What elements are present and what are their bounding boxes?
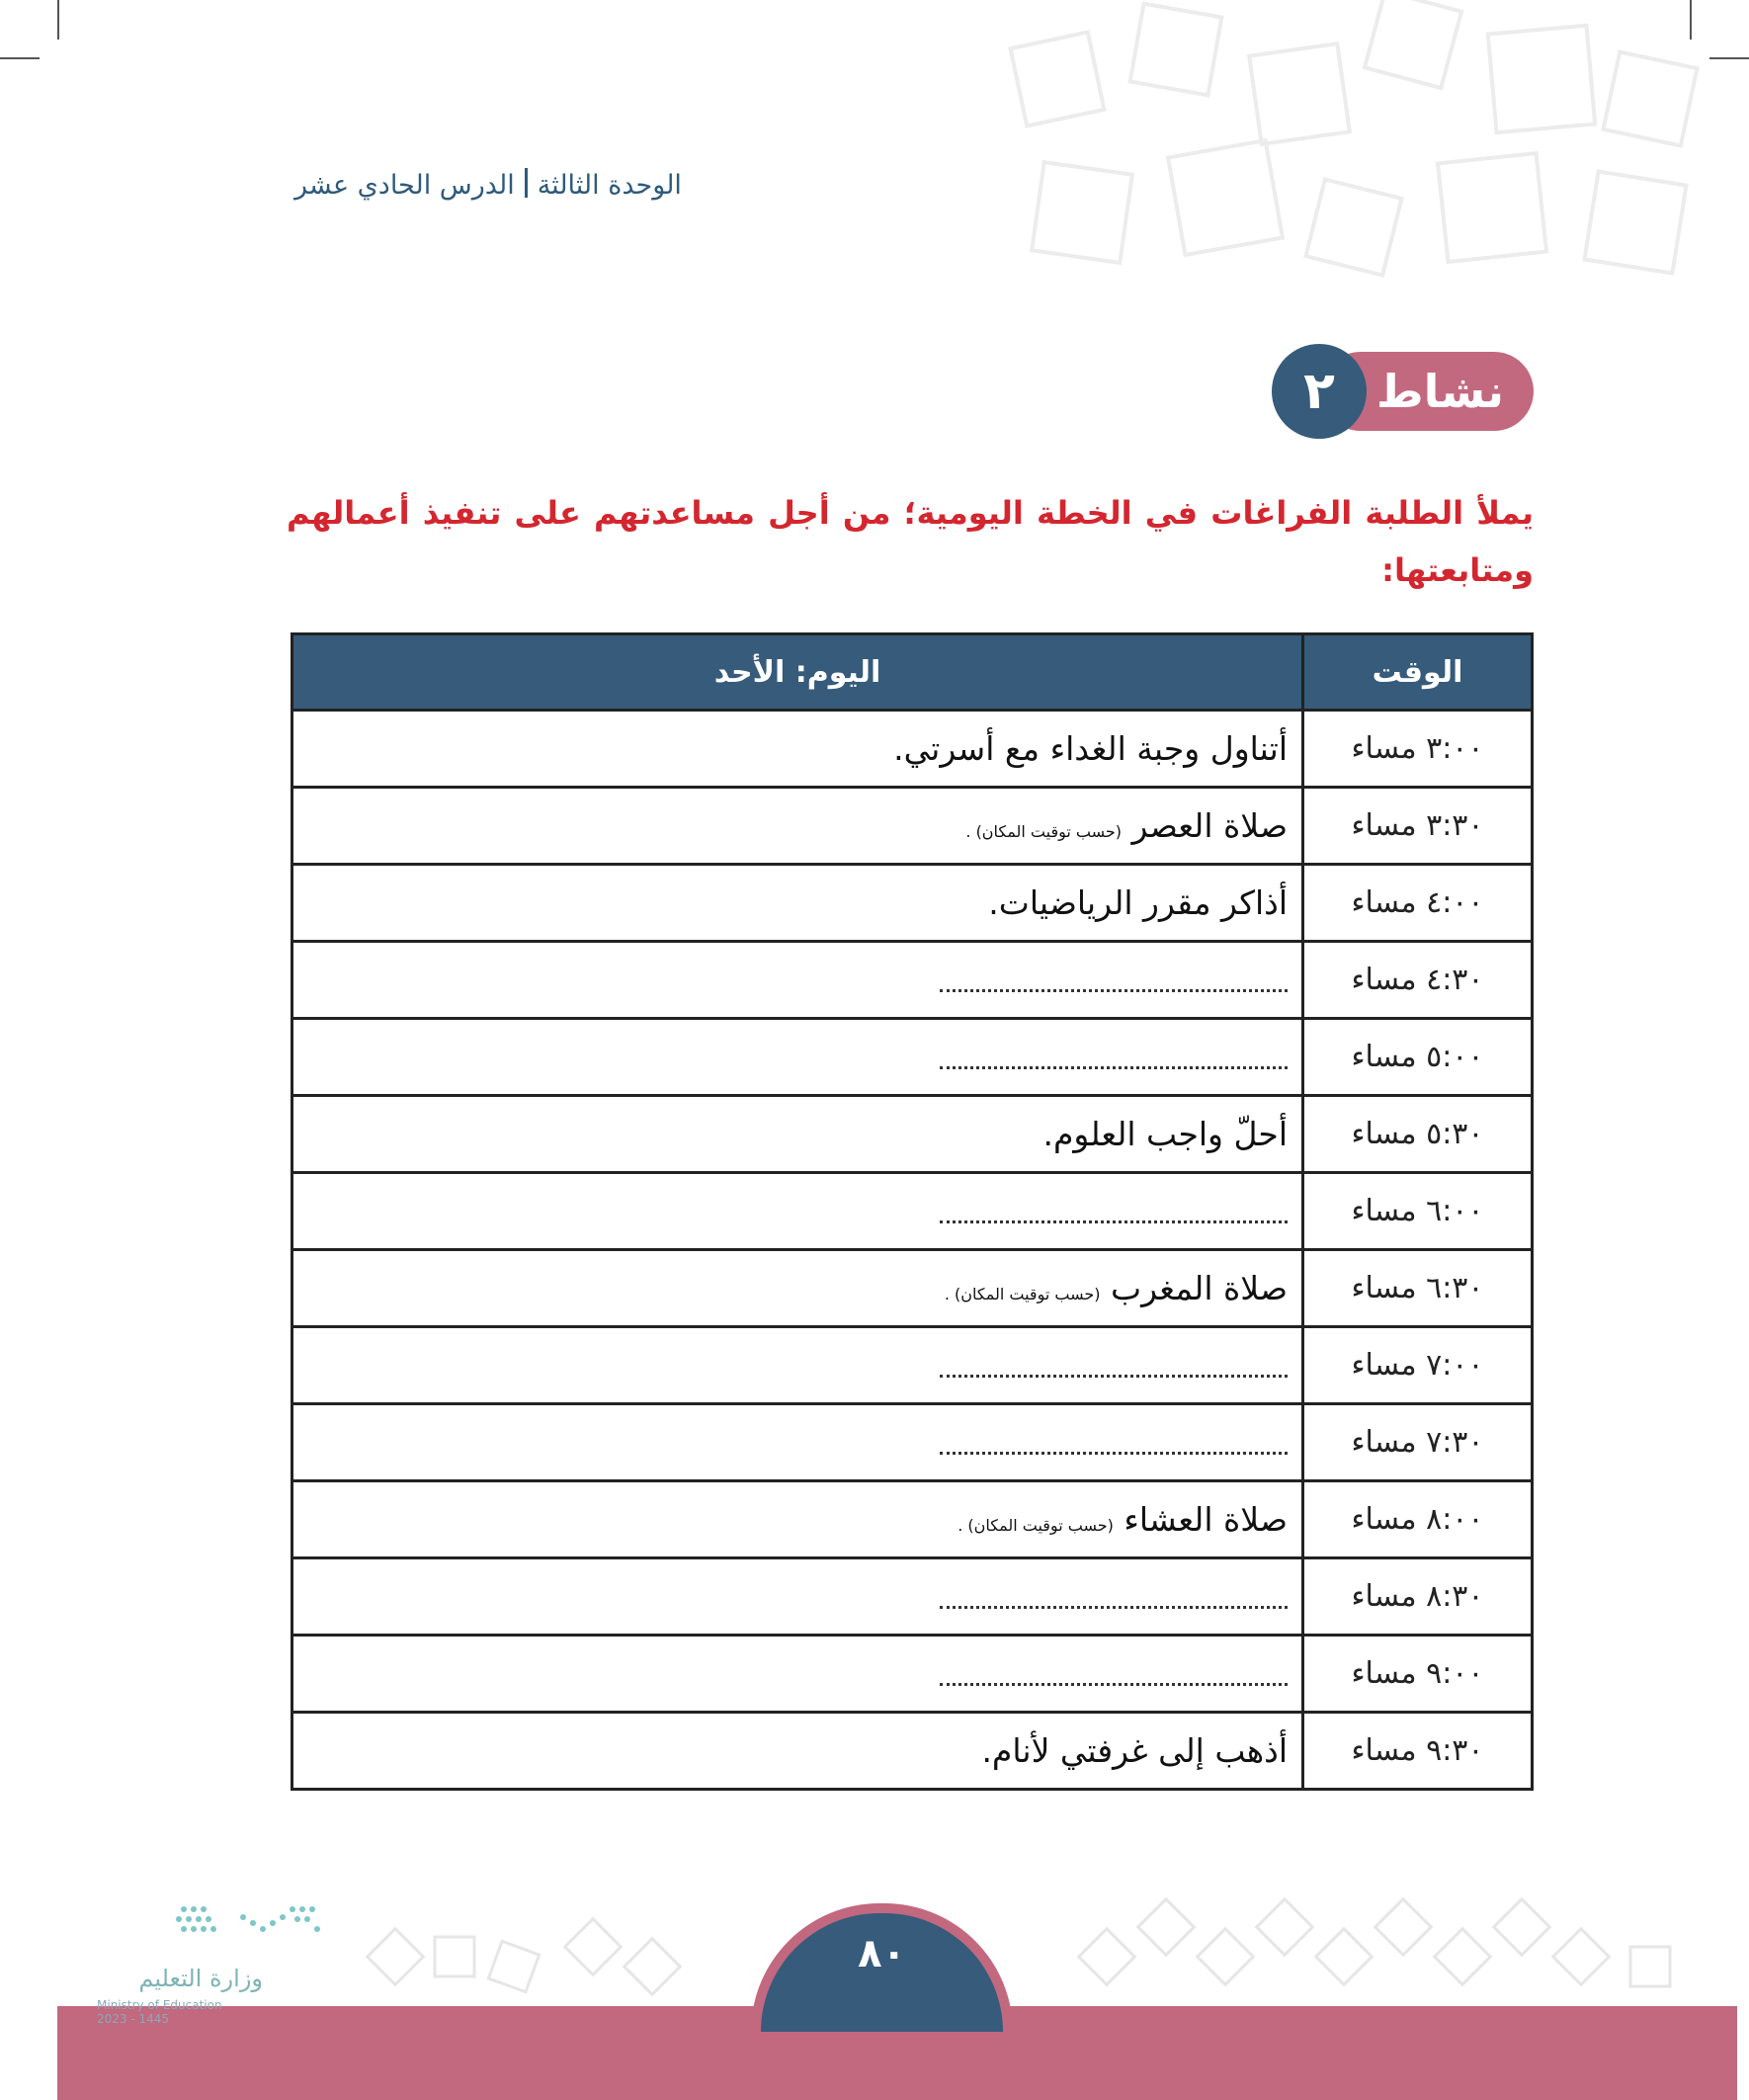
activity-label: نشاط <box>1375 365 1504 418</box>
decorative-pattern <box>998 0 1749 326</box>
table-header-row <box>292 634 1533 711</box>
edition-year: 2023 - 1445 <box>97 2012 170 2026</box>
table-row <box>292 1173 1533 1250</box>
table-row <box>292 1481 1533 1558</box>
daily-plan-table <box>291 632 1534 1791</box>
time-cell: ٤:٣٠ مساء <box>1303 942 1533 1019</box>
time-cell: ٩:٣٠ مساء <box>1303 1713 1533 1790</box>
fill-in-blank[interactable] <box>940 1434 1288 1455</box>
lesson-title: الدرس الحادي عشر <box>294 170 515 201</box>
task-cell[interactable] <box>292 1019 1303 1096</box>
table-row <box>292 942 1533 1019</box>
activity-badge <box>1272 344 1534 439</box>
activity-instruction: يملأ الطلبة الفراغات في الخطة اليومية؛ من أجل مساعدتهم على تنفيذ أعمالهم ومتابعتها: <box>287 494 1534 589</box>
time-cell: ٦:٣٠ مساء <box>1303 1250 1533 1327</box>
task-cell[interactable] <box>292 942 1303 1019</box>
time-cell: ٤:٠٠ مساء <box>1303 865 1533 942</box>
activity-number: ٢ <box>1272 344 1367 439</box>
time-cell: ٣:٠٠ مساء <box>1303 711 1533 788</box>
task-cell <box>292 1713 1303 1790</box>
crop-mark <box>0 57 40 59</box>
time-cell: ٥:٠٠ مساء <box>1303 1019 1533 1096</box>
task-text: صلاة العصر <box>1131 806 1288 845</box>
task-text: أذاكر مقرر الرياضيات. <box>988 883 1288 922</box>
ministry-logo <box>95 1897 332 2026</box>
time-cell: ٥:٣٠ مساء <box>1303 1096 1533 1173</box>
task-text: أذهب إلى غرفتي لأنام. <box>981 1731 1288 1770</box>
task-cell <box>292 1096 1303 1173</box>
time-cell: ٨:٠٠ مساء <box>1303 1481 1533 1558</box>
task-text: صلاة العشاء <box>1124 1500 1288 1539</box>
table-row <box>292 1558 1533 1636</box>
task-text: صلاة المغرب <box>1111 1269 1288 1307</box>
table-row <box>292 1250 1533 1327</box>
task-cell <box>292 788 1303 865</box>
table-row <box>292 711 1533 788</box>
header-separator <box>525 168 528 198</box>
time-cell: ٧:٠٠ مساء <box>1303 1327 1533 1404</box>
time-column-header: الوقت <box>1303 634 1533 711</box>
task-cell[interactable] <box>292 1404 1303 1481</box>
time-cell: ٩:٠٠ مساء <box>1303 1636 1533 1713</box>
day-column-header: اليوم: الأحد <box>292 634 1303 711</box>
timing-note: (حسب توقيت المكان) . <box>944 1285 1101 1303</box>
task-text: أحلّ واجب العلوم. <box>1042 1115 1288 1153</box>
table-row <box>292 1404 1533 1481</box>
fill-in-blank[interactable] <box>940 1049 1288 1069</box>
unit-title: الوحدة الثالثة <box>537 170 682 201</box>
ministry-name-en <box>97 1998 222 2026</box>
time-cell: ٨:٣٠ مساء <box>1303 1558 1533 1636</box>
task-cell <box>292 865 1303 942</box>
table-row <box>292 1636 1533 1713</box>
logo-dots-icon <box>95 1897 332 1967</box>
task-cell <box>292 1481 1303 1558</box>
task-cell[interactable] <box>292 1636 1303 1713</box>
ministry-name-ar: وزارة التعليم <box>138 1965 263 1992</box>
timing-note: (حسب توقيت المكان) . <box>965 822 1123 841</box>
table-body <box>292 711 1533 1790</box>
table-row <box>292 1096 1533 1173</box>
table-row <box>292 865 1533 942</box>
time-cell: ٧:٣٠ مساء <box>1303 1404 1533 1481</box>
task-cell[interactable] <box>292 1327 1303 1404</box>
table-row <box>292 1327 1533 1404</box>
timing-note: (حسب توقيت المكان) . <box>958 1516 1114 1535</box>
task-cell <box>292 1250 1303 1327</box>
crop-mark <box>57 0 59 40</box>
ministry-name-en-text: Ministry of Education <box>97 1998 222 2012</box>
unit-lesson-header <box>294 168 749 213</box>
fill-in-blank[interactable] <box>940 1357 1288 1378</box>
time-cell: ٦:٠٠ مساء <box>1303 1173 1533 1250</box>
table-row <box>292 1713 1533 1790</box>
page-number: ٨٠ <box>858 1931 906 1976</box>
task-cell[interactable] <box>292 1558 1303 1636</box>
fill-in-blank[interactable] <box>940 971 1288 992</box>
task-cell <box>292 711 1303 788</box>
fill-in-blank[interactable] <box>940 1665 1288 1686</box>
fill-in-blank[interactable] <box>940 1203 1288 1223</box>
table-row <box>292 788 1533 865</box>
time-cell: ٣:٣٠ مساء <box>1303 788 1533 865</box>
fill-in-blank[interactable] <box>940 1588 1288 1609</box>
table-row <box>292 1019 1533 1096</box>
task-cell[interactable] <box>292 1173 1303 1250</box>
task-text: أتناول وجبة الغداء مع أسرتي. <box>893 729 1288 768</box>
